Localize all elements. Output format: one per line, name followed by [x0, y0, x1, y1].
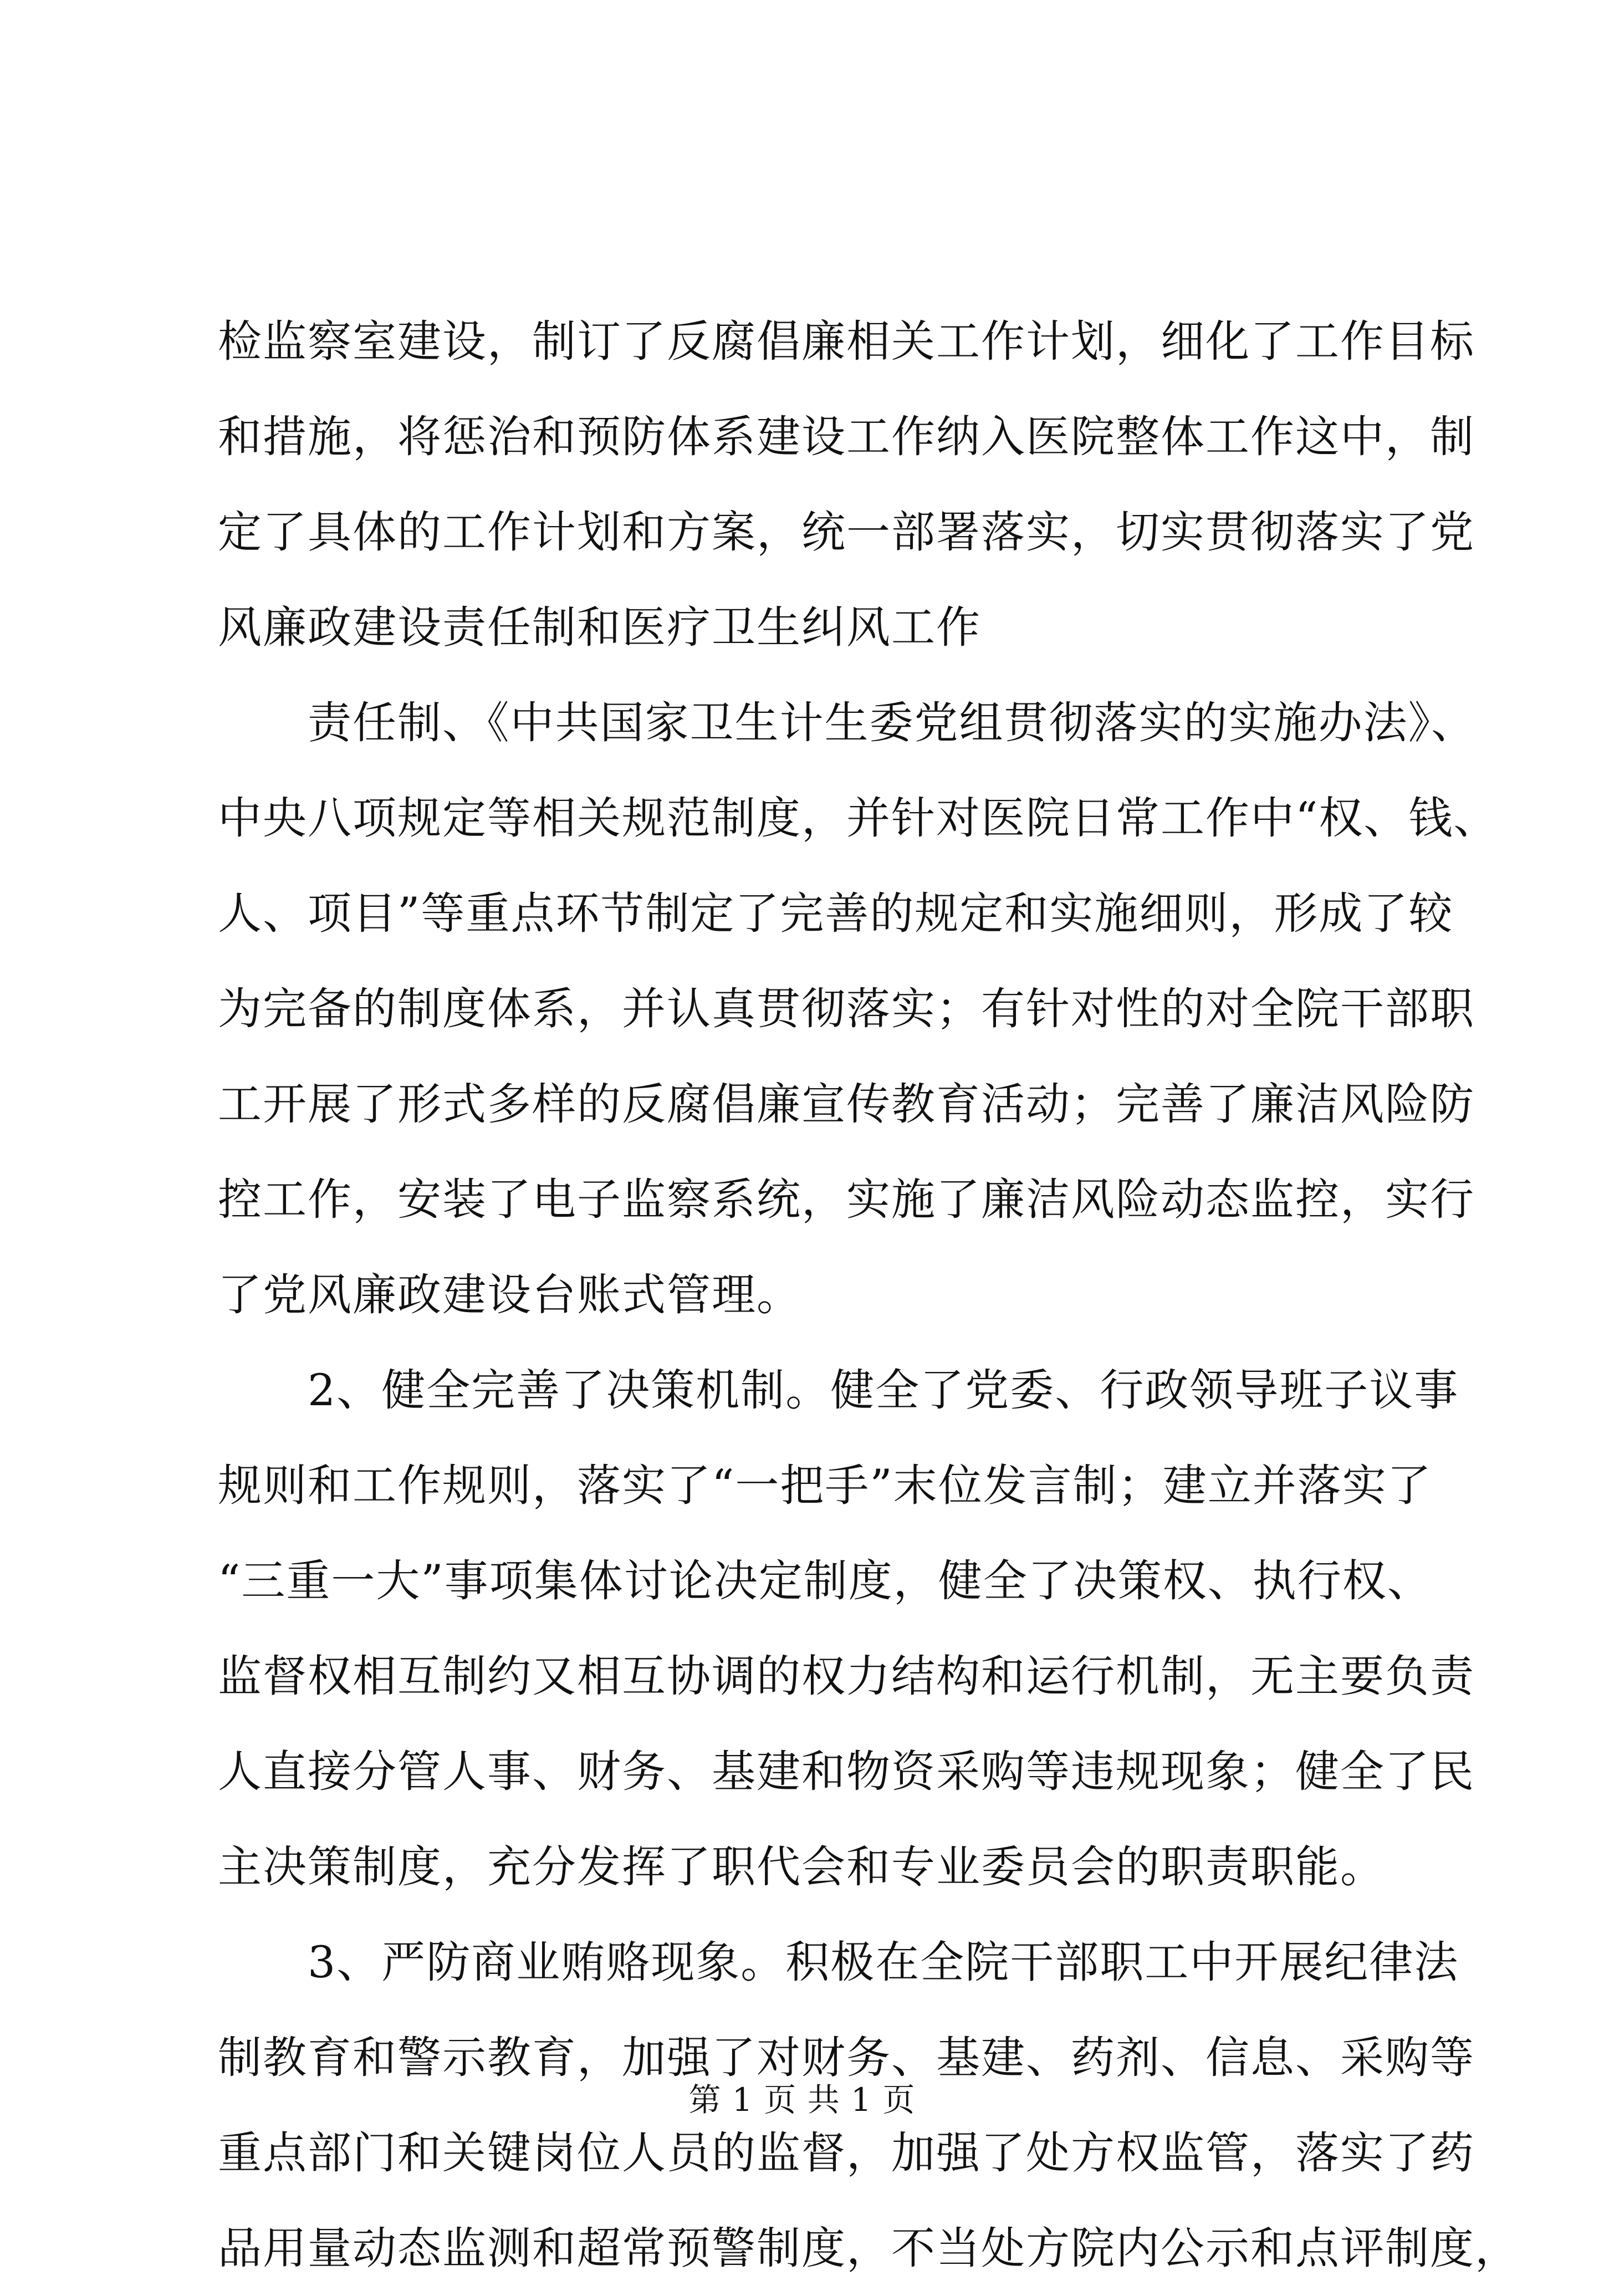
text-line: 检监察室建设，制订了反腐倡廉相关工作计划，细化了工作目标	[218, 316, 1475, 367]
text-line: 人、项目”等重点环节制定了完善的规定和实施细则，形成了较	[218, 888, 1454, 939]
text-line: “三重一大”事项集体讨论决定制度，健全了决策权、执行权、	[218, 1555, 1432, 1606]
text-line: 监督权相互制约又相互协调的权力结构和运行机制，无主要负责	[218, 1651, 1475, 1702]
text-line: 为完备的制度体系，并认真贯彻落实；有针对性的对全院干部职	[218, 983, 1475, 1034]
text-line: 责任制、《中共国家卫生计生委党组贯彻落实的实施办法》、	[218, 697, 1476, 748]
text-line: 主决策制度，充分发挥了职代会和专业委员会的职责职能。	[218, 1841, 1385, 1892]
text-line: 制教育和警示教育，加强了对财务、基建、药剂、信息、采购等	[218, 2032, 1475, 2083]
text-line: 品用量动态监测和超常预警制度，不当处方院内公示和点评制度，	[218, 2223, 1520, 2274]
text-line: 风廉政建设责任制和医疗卫生纠风工作	[218, 602, 981, 653]
text-line: 3、严防商业贿赂现象。积极在全院干部职工中开展纪律法	[218, 1937, 1459, 1988]
text-line: 重点部门和关键岗位人员的监督，加强了处方权监管，落实了药	[218, 2127, 1475, 2178]
text-line: 2、健全完善了决策机制。健全了党委、行政领导班子议事	[218, 1365, 1459, 1416]
text-line: 规则和工作规则，落实了“一把手”末位发言制；建立并落实了	[218, 1460, 1432, 1511]
text-line: 定了具体的工作计划和方案，统一部署落实，切实贯彻落实了党	[218, 507, 1475, 558]
text-line: 中央八项规定等相关规范制度，并针对医院日常工作中“权、钱、	[218, 793, 1499, 844]
body-text	[218, 294, 1520, 2296]
text-line: 了党风廉政建设台账式管理。	[218, 1269, 801, 1320]
page-footer: 第 1 页 共 1 页	[688, 2081, 916, 2119]
text-line: 工开展了形式多样的反腐倡廉宣传教育活动；完善了廉洁风险防	[218, 1079, 1475, 1130]
text-line: 人直接分管人事、财务、基建和物资采购等违规现象；健全了民	[218, 1746, 1475, 1797]
text-line: 和措施，将惩治和预防体系建设工作纳入医院整体工作这中，制	[218, 411, 1475, 462]
text-line: 控工作，安装了电子监察系统，实施了廉洁风险动态监控，实行	[218, 1174, 1475, 1225]
